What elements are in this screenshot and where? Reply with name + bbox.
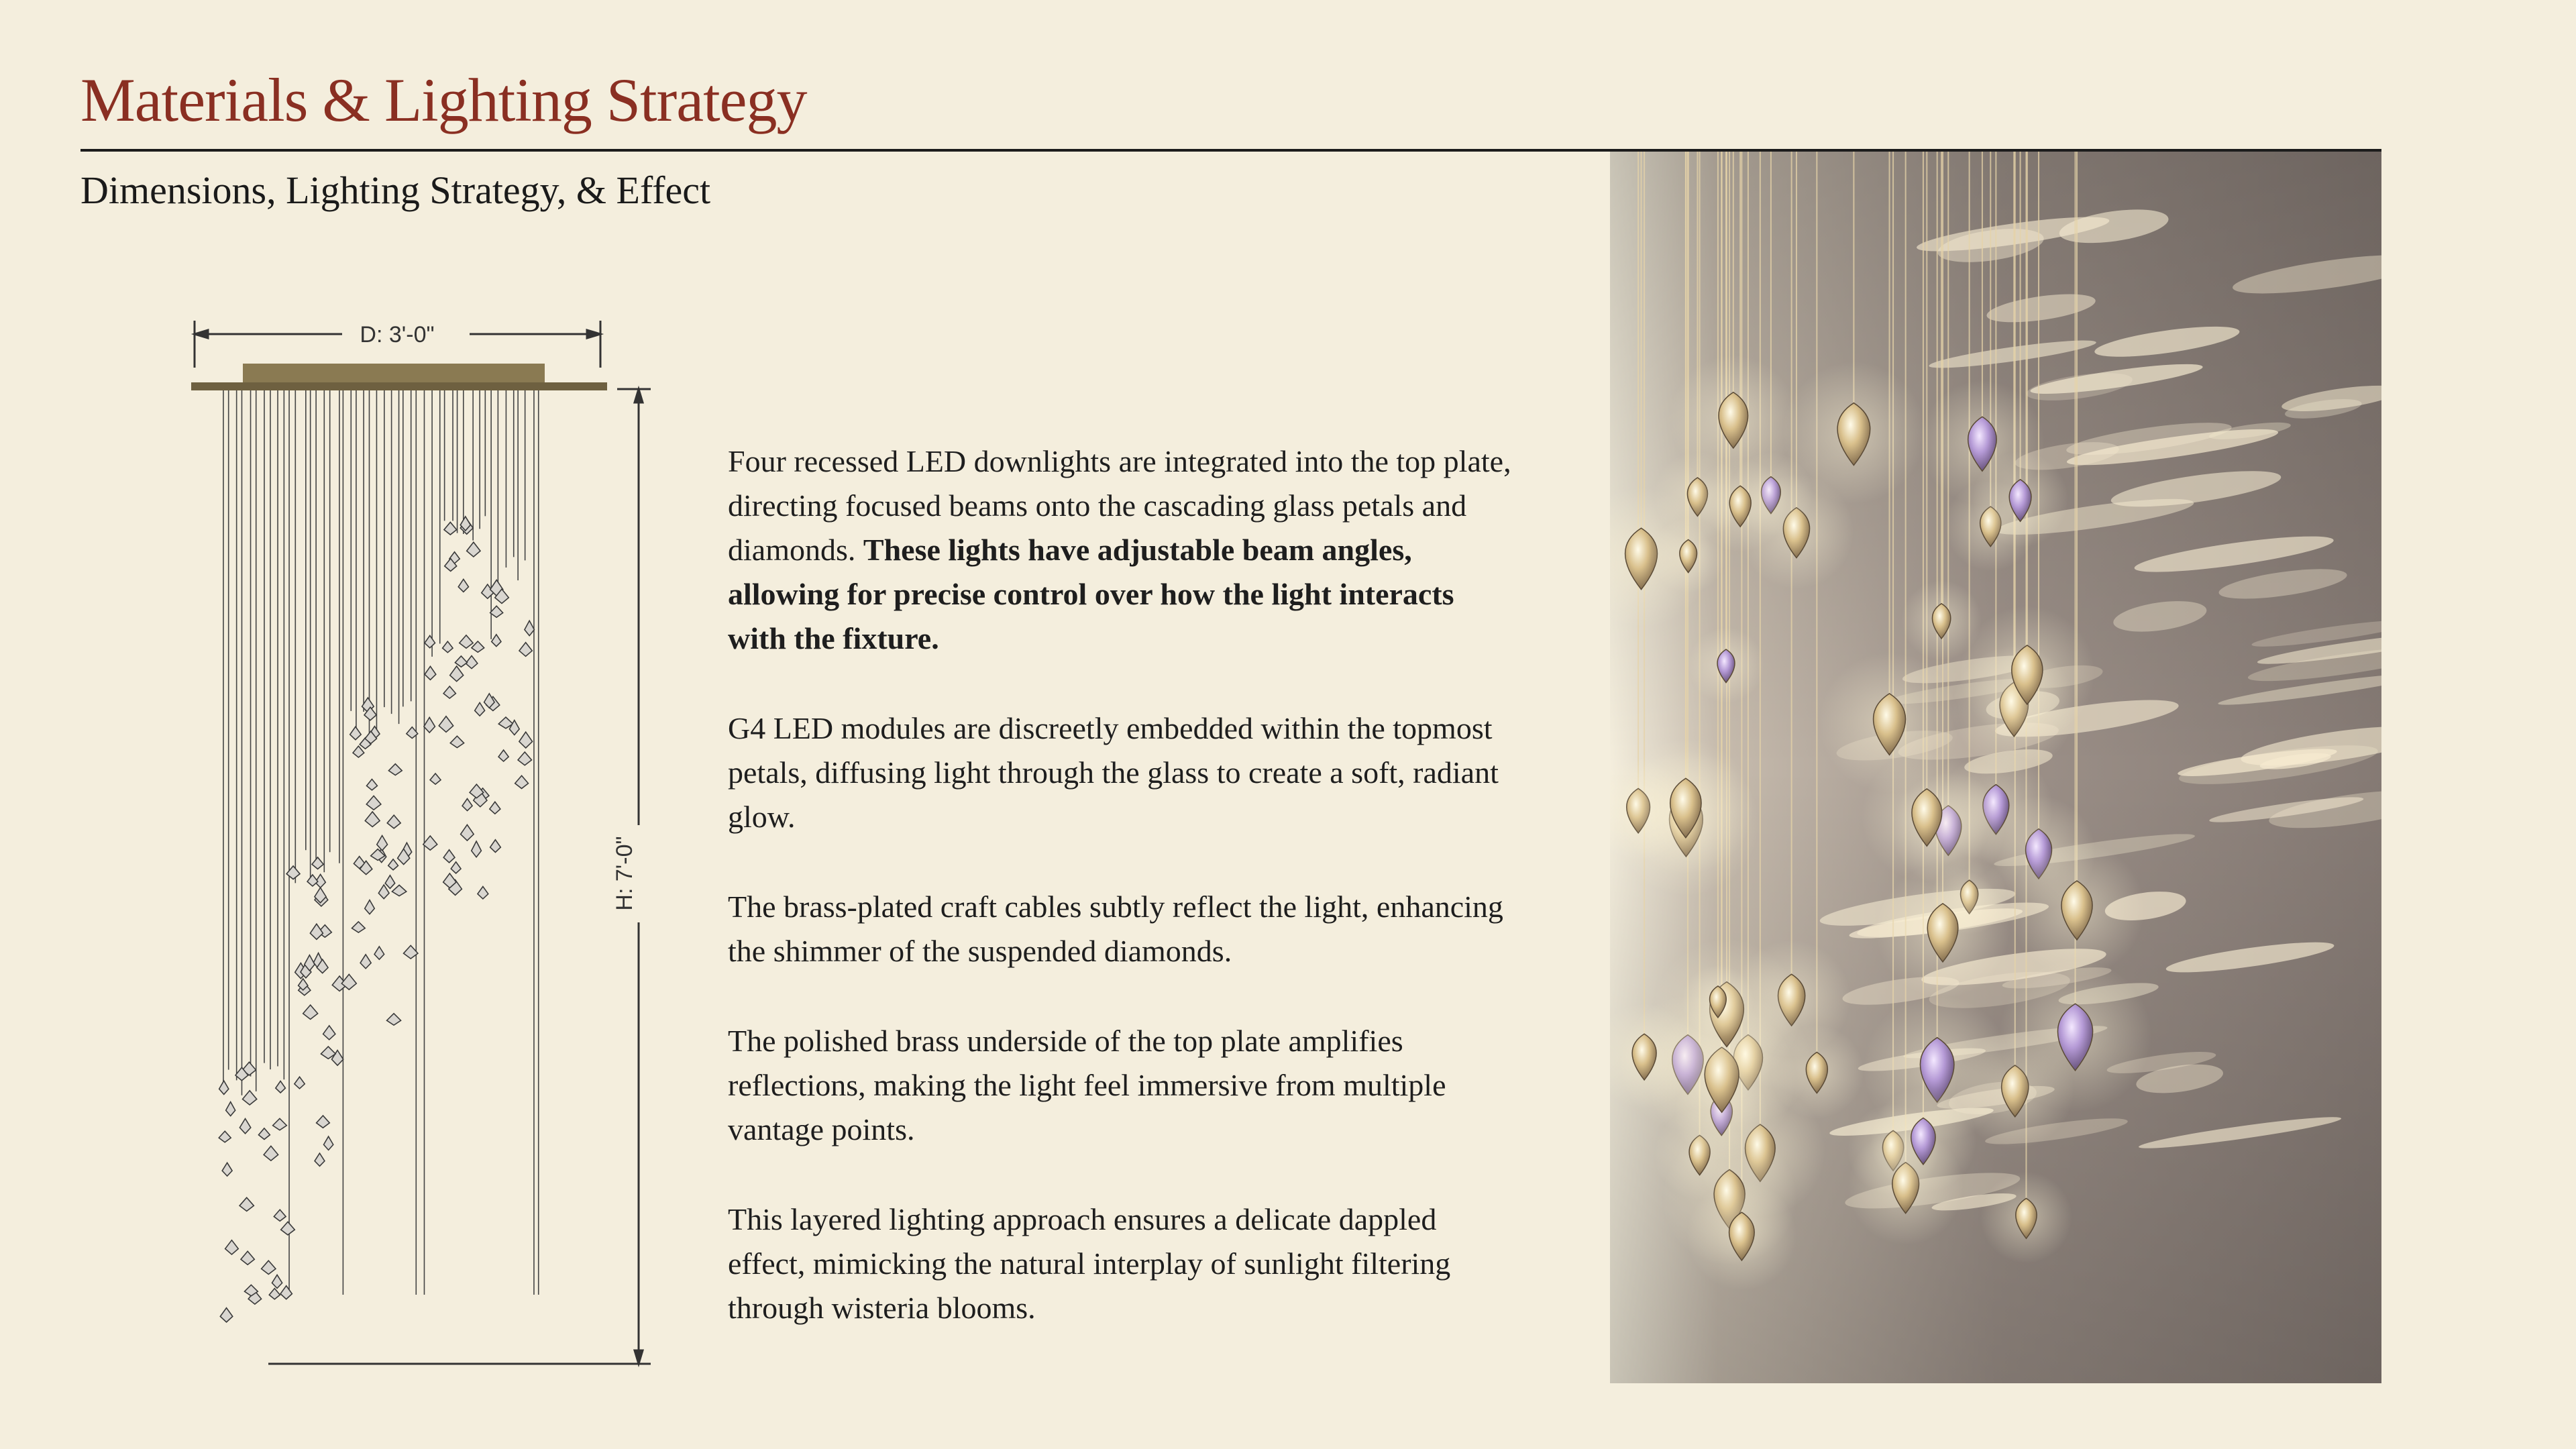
glass-petal — [385, 875, 394, 889]
glass-petal — [478, 887, 488, 899]
glass-petal — [444, 522, 457, 535]
page-subtitle: Dimensions, Lighting Strategy, & Effect — [80, 168, 711, 212]
glass-petal — [243, 1091, 257, 1105]
glass-petal — [378, 885, 389, 899]
glass-petal — [377, 836, 388, 851]
glass-petal — [475, 702, 485, 716]
paragraph-3-text: The brass-plated craft cables subtly reflect the light, enhancing the shimmer of the suspended diamonds. — [728, 890, 1503, 968]
glass-petal — [226, 1102, 235, 1116]
paragraph-3 — [728, 885, 1519, 973]
glass-petal — [388, 764, 402, 775]
glass-petal — [323, 1026, 335, 1040]
depth-label: D: 3'-0" — [360, 322, 435, 347]
glass-petal — [258, 1128, 270, 1140]
glass-petal — [353, 746, 364, 757]
glass-petal — [219, 1131, 231, 1142]
glass-petal — [365, 812, 380, 827]
height-label: H: 7'-0" — [612, 836, 637, 911]
glass-petal — [274, 1210, 286, 1221]
glass-petal — [460, 635, 473, 648]
glass-petal — [276, 1081, 286, 1092]
glass-petal — [490, 802, 500, 814]
glass-petal — [490, 840, 501, 853]
glass-petal — [458, 579, 468, 592]
glass-petal — [350, 727, 361, 739]
paragraph-4-text: The polished brass underside of the top plate amplifies reflections, making the light feel immersive from multiple vantage points. — [728, 1024, 1446, 1146]
glass-petal — [239, 1197, 254, 1211]
glass-petal — [219, 1081, 229, 1094]
glass-petal — [360, 955, 371, 969]
glass-petal — [462, 799, 472, 811]
glass-petal — [264, 1146, 278, 1161]
glass-petal — [490, 606, 503, 617]
glass-petal — [515, 775, 529, 788]
glass-petal — [273, 1118, 287, 1130]
paragraph-1-bold: These lights have adjustable beam angles, allowing for precise control over how the light interacts with the fixture. — [728, 533, 1454, 655]
paragraph-1-text: Four recessed LED downlights are integrated into the top plate, directing focused beams onto the cascading glass petals and diamonds. — [728, 444, 1511, 567]
glass-petal — [467, 542, 480, 557]
glass-petal — [286, 866, 300, 879]
glass-petal — [388, 859, 398, 870]
paragraph-2 — [728, 706, 1519, 839]
glass-petal — [374, 947, 384, 959]
description-text — [728, 439, 1519, 1376]
glass-petal — [241, 1251, 254, 1265]
glass-petal — [450, 736, 464, 747]
glass-petal — [269, 1289, 280, 1299]
glass-petal — [443, 641, 453, 653]
glass-petal — [461, 824, 474, 841]
glass-petal — [262, 1260, 276, 1274]
glass-petal — [307, 875, 318, 886]
chandelier-elevation-drawing-icon — [181, 288, 664, 1375]
glass-petal — [450, 666, 464, 682]
glass-petal — [366, 796, 381, 810]
top-plate-base — [191, 382, 607, 390]
top-plate — [243, 364, 545, 382]
glass-petal — [220, 1308, 232, 1322]
glass-petal — [430, 773, 441, 784]
glass-petal — [392, 885, 406, 896]
glass-petal — [525, 621, 534, 635]
glass-petal — [451, 862, 461, 873]
glass-petal — [387, 1014, 401, 1025]
crystal-chandelier-photo-icon — [1610, 152, 2381, 1383]
glass-petal — [225, 1240, 239, 1254]
glass-petal — [423, 836, 437, 850]
glass-petal — [455, 656, 467, 667]
glass-petal — [365, 900, 375, 914]
paragraph-5 — [728, 1197, 1519, 1330]
glass-petal — [387, 815, 400, 828]
glass-petal — [222, 1163, 232, 1176]
glass-petal — [519, 643, 532, 657]
glass-petal — [443, 686, 455, 698]
glass-petal — [366, 779, 377, 790]
glass-petal — [518, 752, 531, 765]
page-title: Materials & Lighting Strategy — [80, 66, 807, 134]
glass-petal — [294, 1077, 305, 1089]
glass-petal — [352, 922, 366, 932]
glass-petal — [280, 1286, 292, 1299]
glass-petal — [439, 716, 453, 733]
paragraph-4 — [728, 1019, 1519, 1152]
glass-petal — [312, 857, 323, 869]
paragraph-2-text: G4 LED modules are discreetly embedded within the topmost petals, diffusing light through the glass to create a soft, radiant glow. — [728, 711, 1499, 834]
glass-petal — [281, 1222, 295, 1235]
glass-petal — [492, 635, 501, 647]
glass-petal — [425, 635, 435, 647]
glass-petal — [424, 717, 435, 733]
glass-petal — [315, 1153, 325, 1166]
glass-petal — [317, 1116, 330, 1128]
glass-petal — [310, 924, 323, 939]
glass-petal — [303, 1005, 318, 1019]
glass-petal — [443, 850, 455, 863]
glass-petal — [425, 666, 436, 680]
glass-petal — [472, 841, 482, 857]
glass-petal — [466, 656, 478, 669]
paragraph-5-text: This layered lighting approach ensures a delicate dappled effect, mimicking the natural interplay of sunlight filtering through wisteria blooms. — [728, 1202, 1451, 1325]
glass-petal — [498, 750, 508, 761]
height-dimension-line — [268, 389, 651, 1364]
paragraph-1 — [728, 439, 1519, 661]
glass-petal — [324, 1136, 333, 1150]
glass-petal — [519, 732, 533, 748]
glass-petal — [239, 1119, 250, 1134]
glass-petal — [272, 1275, 282, 1288]
